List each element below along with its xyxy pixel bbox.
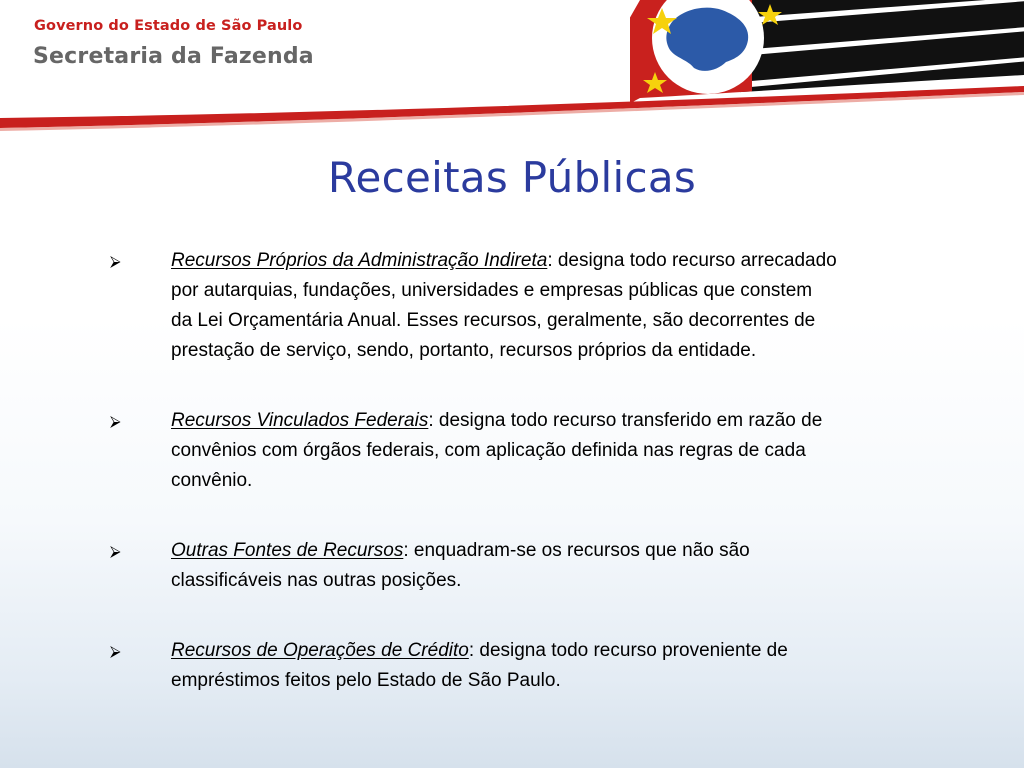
bullet-text: : designa todo recurso transferido em razão de [428,410,823,431]
list-item [110,636,990,696]
bullet-line: empréstimos feitos pelo Estado de São Paulo. [171,670,561,691]
bullet-term: Recursos de Operações de Crédito [171,640,469,661]
list-item [110,406,990,496]
page-title: Receitas Públicas [327,153,697,202]
bullet-term: Recursos Vinculados Federais [171,410,429,431]
bullet-text: : designa todo recurso arrecadado [547,250,837,271]
bullet-line: classificáveis nas outras posições. [171,570,462,591]
header-red-stripe [0,86,1024,128]
arrow-bullet-icon: ⮚ [110,642,121,660]
government-name: Governo do Estado de São Paulo [34,18,303,34]
department-name: Secretaria da Fazenda [33,44,314,69]
bullet-line [171,636,990,666]
bullet-list [110,246,990,696]
bullet-term: Outras Fontes de Recursos [171,540,404,561]
bullet-line: convênio. [171,470,253,491]
bullet-line [171,406,990,436]
bullet-text: : designa todo recurso proveniente de [468,640,788,661]
arrow-bullet-icon: ⮚ [110,542,121,560]
list-item [110,536,990,596]
bullet-line: prestação de serviço, sendo, portanto, recursos próprios da entidade. [171,340,757,361]
bullet-term: Recursos Próprios da Administração Indireta [171,250,548,271]
bullet-line [171,246,990,276]
bullet-line: da Lei Orçamentária Anual. Esses recursos, geralmente, são decorrentes de [171,310,816,331]
sao-paulo-flag-icon [560,0,1024,140]
bullet-line [171,536,990,566]
bullet-text: : enquadram-se os recursos que não são [403,540,750,561]
list-item [110,246,990,366]
bullet-line: por autarquias, fundações, universidades e empresas públicas que constem [171,280,813,301]
arrow-bullet-icon: ⮚ [110,252,121,270]
bullet-line: convênios com órgãos federais, com aplicação definida nas regras de cada [171,440,806,461]
arrow-bullet-icon: ⮚ [110,412,121,430]
